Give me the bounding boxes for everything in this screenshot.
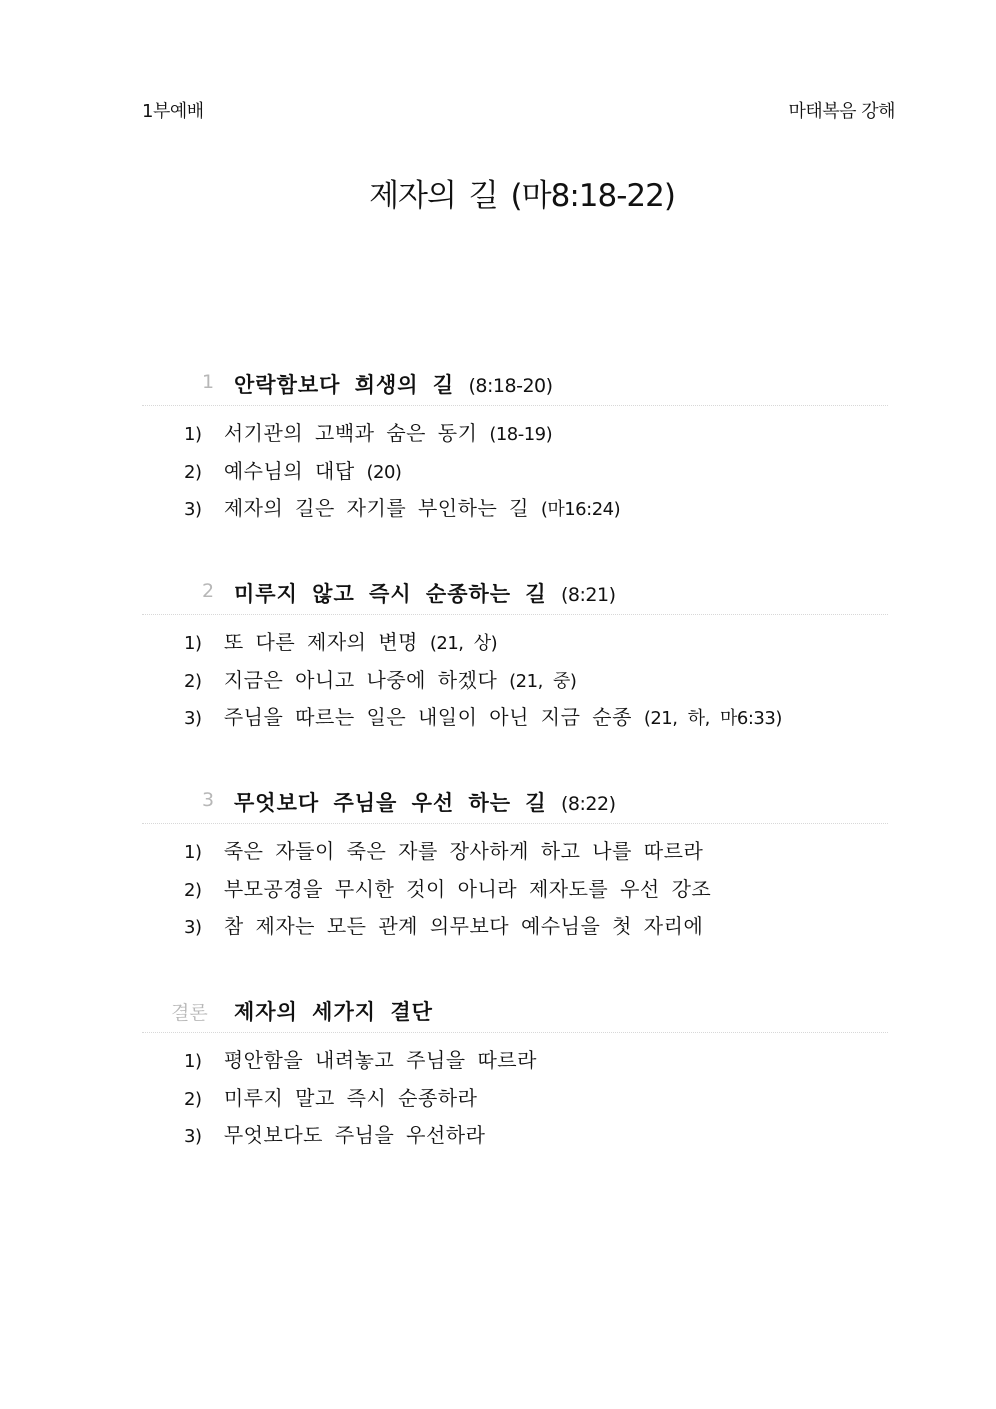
section-conclusion xyxy=(142,992,888,1147)
section-reference: (8:21) xyxy=(561,584,616,606)
section-number: 결론 xyxy=(171,1002,208,1024)
sermon-title: 제자의 길 (마8:18-22) xyxy=(369,178,675,214)
section-heading xyxy=(142,992,888,1032)
section-heading xyxy=(142,783,888,823)
section-reference: (8:18-20) xyxy=(468,375,553,397)
section-1 xyxy=(142,365,888,520)
list-item: 2) 부모공경을 무시한 것이 아니라 제자도를 우선 강조 xyxy=(184,876,712,901)
section-number: 1 xyxy=(202,371,215,393)
list-item: 3) 제자의 길은 자기를 부인하는 길 (마16:24) xyxy=(184,496,621,520)
list-item: 1) 평안함을 내려놓고 주님을 따르라 xyxy=(184,1048,537,1072)
list-item: 1) 또 다른 제자의 변명 (21, 상) xyxy=(184,630,498,654)
point-list xyxy=(184,417,620,530)
list-item: 3) 주님을 따르는 일은 내일이 아닌 지금 순종 (21, 하, 마6:33) xyxy=(184,705,782,729)
section-divider xyxy=(142,405,888,406)
section-heading xyxy=(142,574,888,614)
list-item: 2) 지금은 아니고 나중에 하겠다 (21, 중) xyxy=(184,667,577,692)
section-number: 2 xyxy=(202,580,215,602)
section-title: 무엇보다 주님을 우선 하는 길 (8:22) xyxy=(234,791,616,815)
list-item: 3) 무엇보다도 주님을 우선하라 xyxy=(184,1123,486,1147)
section-heading xyxy=(142,365,888,405)
series-label: 마태복음 강해 xyxy=(788,101,895,122)
section-divider xyxy=(142,614,888,615)
section-number: 3 xyxy=(202,789,215,811)
point-list xyxy=(184,835,711,948)
section-divider xyxy=(142,1032,888,1033)
section-title: 안락함보다 희생의 길 (8:18-20) xyxy=(234,373,553,397)
section-3 xyxy=(142,783,888,938)
section-divider xyxy=(142,823,888,824)
point-list xyxy=(184,626,782,739)
list-item: 1) 서기관의 고백과 숨은 동기 (18-19) xyxy=(184,421,553,445)
list-item: 2) 미루지 말고 즉시 순종하라 xyxy=(184,1085,478,1110)
list-item: 2) 예수님의 대답 (20) xyxy=(184,458,402,483)
section-2 xyxy=(142,574,888,729)
section-title: 제자의 세가지 결단 xyxy=(234,1000,433,1024)
list-item: 1) 죽은 자들이 죽은 자를 장사하게 하고 나를 따르라 xyxy=(184,839,704,863)
section-reference: (8:22) xyxy=(561,793,616,815)
section-title: 미루지 않고 즉시 순종하는 길 (8:21) xyxy=(234,582,616,606)
service-label: 1부예배 xyxy=(142,101,204,122)
point-list xyxy=(184,1044,537,1157)
list-item: 3) 참 제자는 모든 관계 의무보다 예수님을 첫 자리에 xyxy=(184,914,704,938)
